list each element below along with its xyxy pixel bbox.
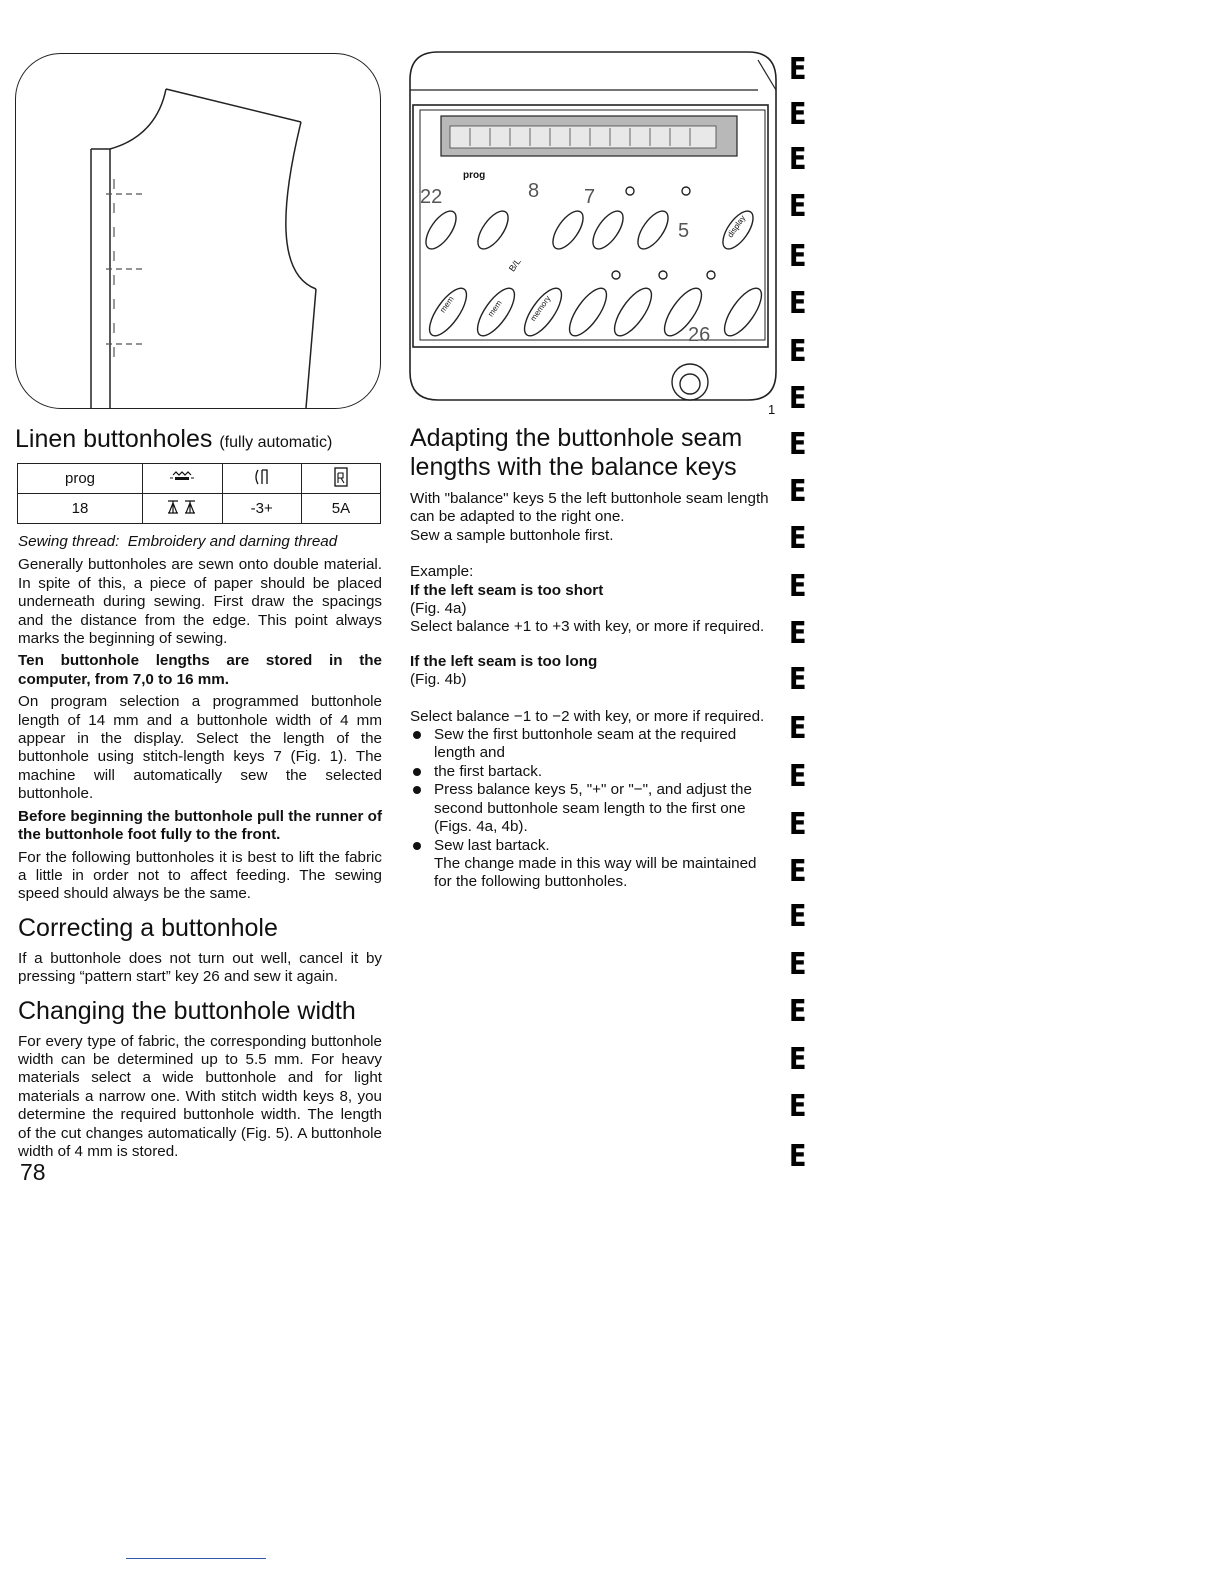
tab-e: E <box>789 662 807 697</box>
control-panel-drawing <box>408 50 780 402</box>
left-column <box>15 425 387 457</box>
value-foot: 5A <box>301 494 380 524</box>
header-feed <box>143 464 223 494</box>
step-item: the first bartack. <box>410 763 778 781</box>
tab-e: E <box>789 474 807 509</box>
left-body <box>18 533 382 1161</box>
tab-e: E <box>789 1139 807 1174</box>
tab-e: E <box>789 97 807 132</box>
steps-list <box>410 726 778 892</box>
case-long-text: Select balance −1 to −2 with key, or more if required. <box>410 707 765 725</box>
case-short-text: Select balance +1 to +3 with key, or more if required. <box>410 618 765 636</box>
header-length <box>222 464 301 494</box>
tab-e: E <box>789 381 807 416</box>
tab-e: E <box>789 142 807 177</box>
tab-e: E <box>789 616 807 651</box>
thread-line <box>18 533 382 551</box>
thread-label: Sewing thread: <box>18 533 120 550</box>
program-selection-paragraph: On program selection a programmed buttonhole length of 14 mm and a buttonhole width of 4 mm appear in the display. Select the length of the buttonhole using stitch-length keys 7 (Fig. 1). The machine will automatically sew the selected buttonhole. <box>18 693 382 803</box>
callout-22: 22 <box>420 186 443 208</box>
header-foot <box>301 464 380 494</box>
case-short-title: If the left seam is too short <box>410 581 604 599</box>
buttonhole-stitch-icon <box>165 499 199 515</box>
tab-e: E <box>789 189 807 224</box>
tab-e: E <box>789 1042 807 1077</box>
value-prog: 18 <box>18 494 143 524</box>
step-item: Sew the first buttonhole seam at the required length and <box>410 726 778 763</box>
callout-7: 7 <box>584 186 596 208</box>
tab-e: E <box>789 427 807 462</box>
correcting-paragraph: If a buttonhole does not turn out well, cancel it by pressing “pattern start” key 26 and sew it again. <box>18 949 382 986</box>
header-prog: prog <box>18 464 143 494</box>
feed-zigzag-icon <box>169 469 195 485</box>
tab-e: E <box>789 239 807 274</box>
page-number: 78 <box>20 1159 46 1185</box>
sample-note: Sew a sample buttonhole first. <box>410 526 614 544</box>
intro-paragraph: Generally buttonholes are sewn onto double material. In spite of this, a piece of paper should be placed underneath during sewing. First draw the spacings and the distance from the edge. This point always marks the beginning of sewing. <box>18 556 382 648</box>
balance-intro: With "balance" keys 5 the left buttonhole seam length can be adapted to the right one. <box>410 490 769 526</box>
case-long-title: If the left seam is too long <box>410 652 598 670</box>
panel-key-mem-minus: mem <box>486 298 504 319</box>
tab-e: E <box>789 1089 807 1124</box>
heading-main: Linen buttonholes <box>15 425 213 453</box>
value-stitch <box>143 494 223 524</box>
tab-e: E <box>789 334 807 369</box>
thread-value: Embroidery and darning thread <box>127 533 338 550</box>
example-label: Example: <box>410 563 474 581</box>
control-panel-figure <box>408 50 780 402</box>
footer-rule <box>126 1558 266 1559</box>
right-column <box>410 424 778 892</box>
panel-prog-label: prog <box>463 170 486 181</box>
tab-e: E <box>789 711 807 746</box>
tab-e: E <box>789 899 807 934</box>
value-length: -3+ <box>222 494 301 524</box>
callout-8: 8 <box>528 180 540 202</box>
settings-header-row <box>18 464 381 494</box>
tab-e: E <box>789 286 807 321</box>
callout-26: 26 <box>688 324 711 346</box>
tab-e: E <box>789 521 807 556</box>
closing-note: The change made in this way will be maintained for the following buttonholes. <box>434 854 757 891</box>
tab-e: E <box>789 759 807 794</box>
step-item: Press balance keys 5, "+" or "−", and adjust the second buttonhole seam length to the first one (Figs. 4a, 4b). <box>410 781 778 836</box>
tab-e: E <box>789 854 807 889</box>
case-long-fig: (Fig. 4b) <box>410 671 467 689</box>
garment-figure <box>15 53 381 409</box>
linen-buttonholes-heading <box>15 425 387 457</box>
panel-key-display: display <box>725 213 748 240</box>
case-short-fig: (Fig. 4a) <box>410 600 467 618</box>
tab-e: E <box>789 807 807 842</box>
panel-key-memory: memory <box>528 294 553 323</box>
correcting-heading: Correcting a buttonhole <box>18 913 278 942</box>
stitch-length-icon <box>252 468 272 486</box>
presser-foot-icon <box>333 467 349 487</box>
panel-key-mem-plus: mem <box>438 294 456 315</box>
figure-number: 1 <box>768 402 776 417</box>
runner-warning: Before beginning the buttonhole pull the runner of the buttonhole foot fully to the front. <box>18 807 382 844</box>
balance-heading: Adapting the buttonhole seam lengths with the balance keys <box>410 424 743 481</box>
width-heading: Changing the buttonhole width <box>18 996 356 1025</box>
width-paragraph: For every type of fabric, the corresponding buttonhole width can be determined up to 5.5 mm. For heavy materials select a wide buttonhole and for light materials a narrow one. With stitch width keys 8, you determine the required buttonhole width. The length of the cut changes automatically (Fig. 5). A buttonhole width of 4 mm is stored. <box>18 1032 382 1160</box>
panel-key-bl: B/L <box>506 256 523 274</box>
callout-5: 5 <box>678 220 690 242</box>
garment-pattern-drawing <box>16 54 380 408</box>
stored-lengths-note: Ten buttonhole lengths are stored in the computer, from 7,0 to 16 mm. <box>18 652 382 688</box>
tab-e: E <box>789 947 807 982</box>
step-item: Sew last bartack. <box>410 837 778 855</box>
following-buttonholes-paragraph: For the following buttonholes it is best to lift the fabric a little in order not to affect feeding. The sewing speed should always be the same. <box>18 848 382 903</box>
tab-e: E <box>789 52 807 87</box>
heading-suffix: (fully automatic) <box>219 434 333 451</box>
settings-value-row <box>18 494 381 524</box>
tab-e: E <box>789 994 807 1029</box>
settings-table <box>17 463 381 524</box>
tab-e: E <box>789 569 807 604</box>
